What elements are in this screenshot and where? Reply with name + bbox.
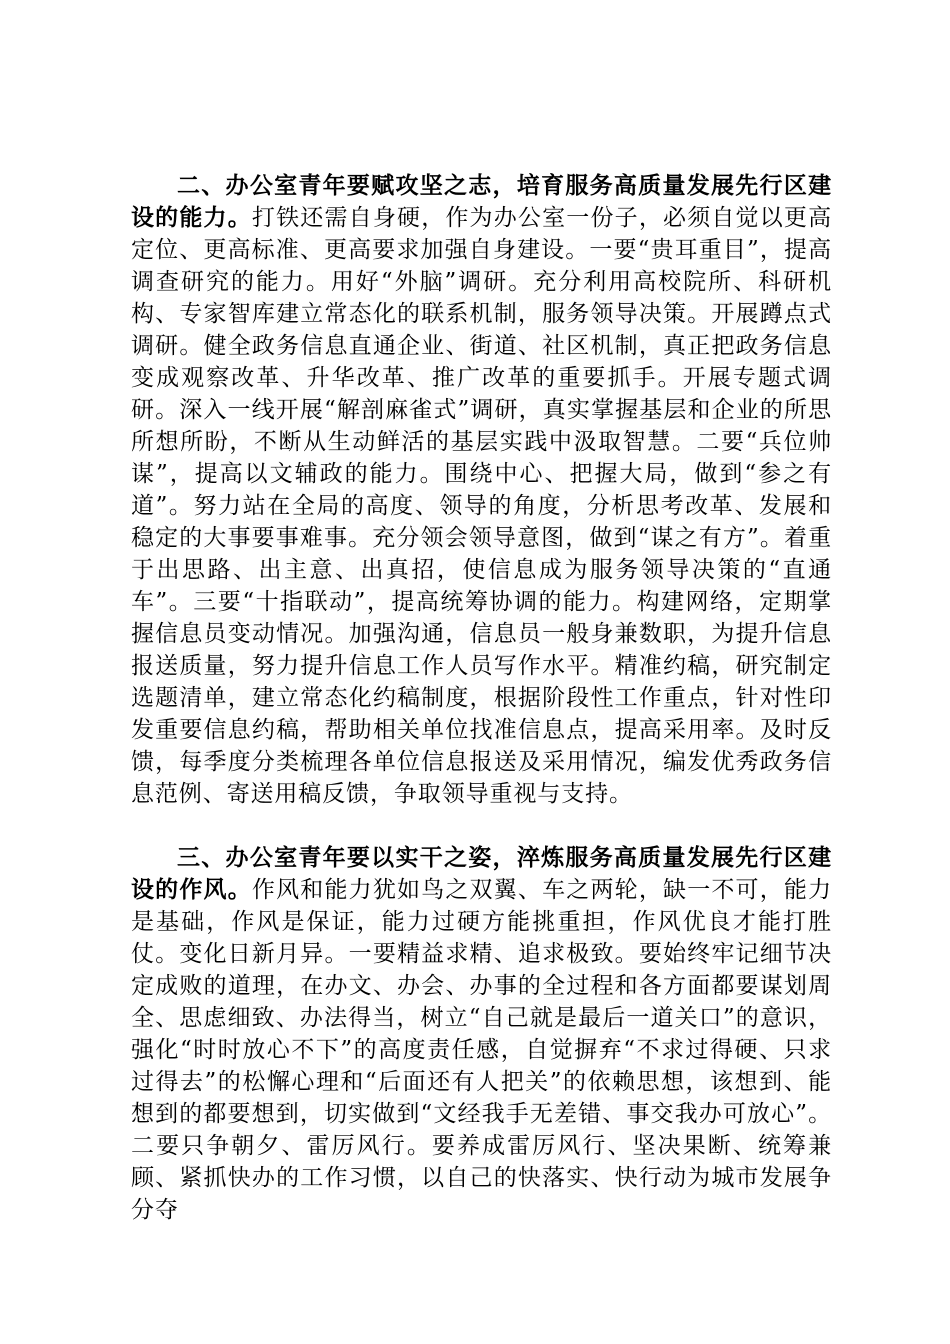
section-three-body: 作风和能力犹如鸟之双翼、车之两轮，缺一不可，能力是基础，作风是保证，能力过硬方能挑重担，作风优良才能打胜仗。变化日新月异。一要精益求精、追求极致。要始终牢记细节决定成败的道理，在办文、办会、办事的全过程和各方面都要谋划周全、思虑细致、办法得当，树立“自己就是最后一道关口”的意识，强化“时时放心不下”的高度责任感，自觉摒弃“不求过得硬、只求过得去”的松懈心理和“后面还有人把关”的依赖思想，该想到、能想到的都要想到，切实做到“文经我手无差错、事交我办可放心”。二要只争朝夕、雷厉风行。要养成雷厉风行、坚决果断、统筹兼顾、紧抓快办的工作习惯，以自己的快落实、快行动为城市发展争分夺 [131, 877, 833, 1223]
section-three-paragraph [131, 842, 832, 1226]
section-two-body: 打铁还需自身硬，作为办公室一份子，必须自觉以更高定位、更高标准、更高要求加强自身建设。一要“贵耳重目”，提高调查研究的能力。用好“外脑”调研。充分利用高校院所、科研机构、专家智库建立常态化的联系机制，服务领导决策。开展蹲点式调研。健全政务信息直通企业、街道、社区机制，真正把政务信息变成观察改革、升华改革、推广改革的重要抓手。开展专题式调研。深入一线开展“解剖麻雀式”调研，真实掌握基层和企业的所思所想所盼，不断从生动鲜活的基层实践中汲取智慧。二要“兵位帅谋”，提高以文辅政的能力。围绕中心、把握大局，做到“参之有道”。努力站在全局的高度、领导的角度，分析思考改革、发展和稳定的大事要事难事。充分领会领导意图，做到“谋之有方”。着重于出思路、出主意、出真招，使信息成为服务领导决策的“直通车”。三要“十指联动”，提高统筹协调的能力。构建网络，定期掌握信息员变动情况。加强沟通，信息员一般身兼数职，为提升信息报送质量，努力提升信息工作人员写作水平。精准约稿，研究制定选题清单，建立常态化约稿制度，根据阶段性工作重点，针对性印发重要信息约稿，帮助相关单位找准信息点，提高采用率。及时反馈，每季度分类梳理各单位信息报送及采用情况，编发优秀政务信息范例、寄送用稿反馈，争取领导重视与支持。 [131, 205, 833, 807]
section-two-heading: 二、办公室青年要赋攻坚之志，培育服务高质量发展先行区建设的能力。 [131, 173, 832, 231]
document-page [131, 170, 832, 1226]
section-two-paragraph [131, 170, 832, 810]
section-three-heading: 三、办公室青年要以实干之姿，淬炼服务高质量发展先行区建设的作风。 [131, 845, 832, 903]
